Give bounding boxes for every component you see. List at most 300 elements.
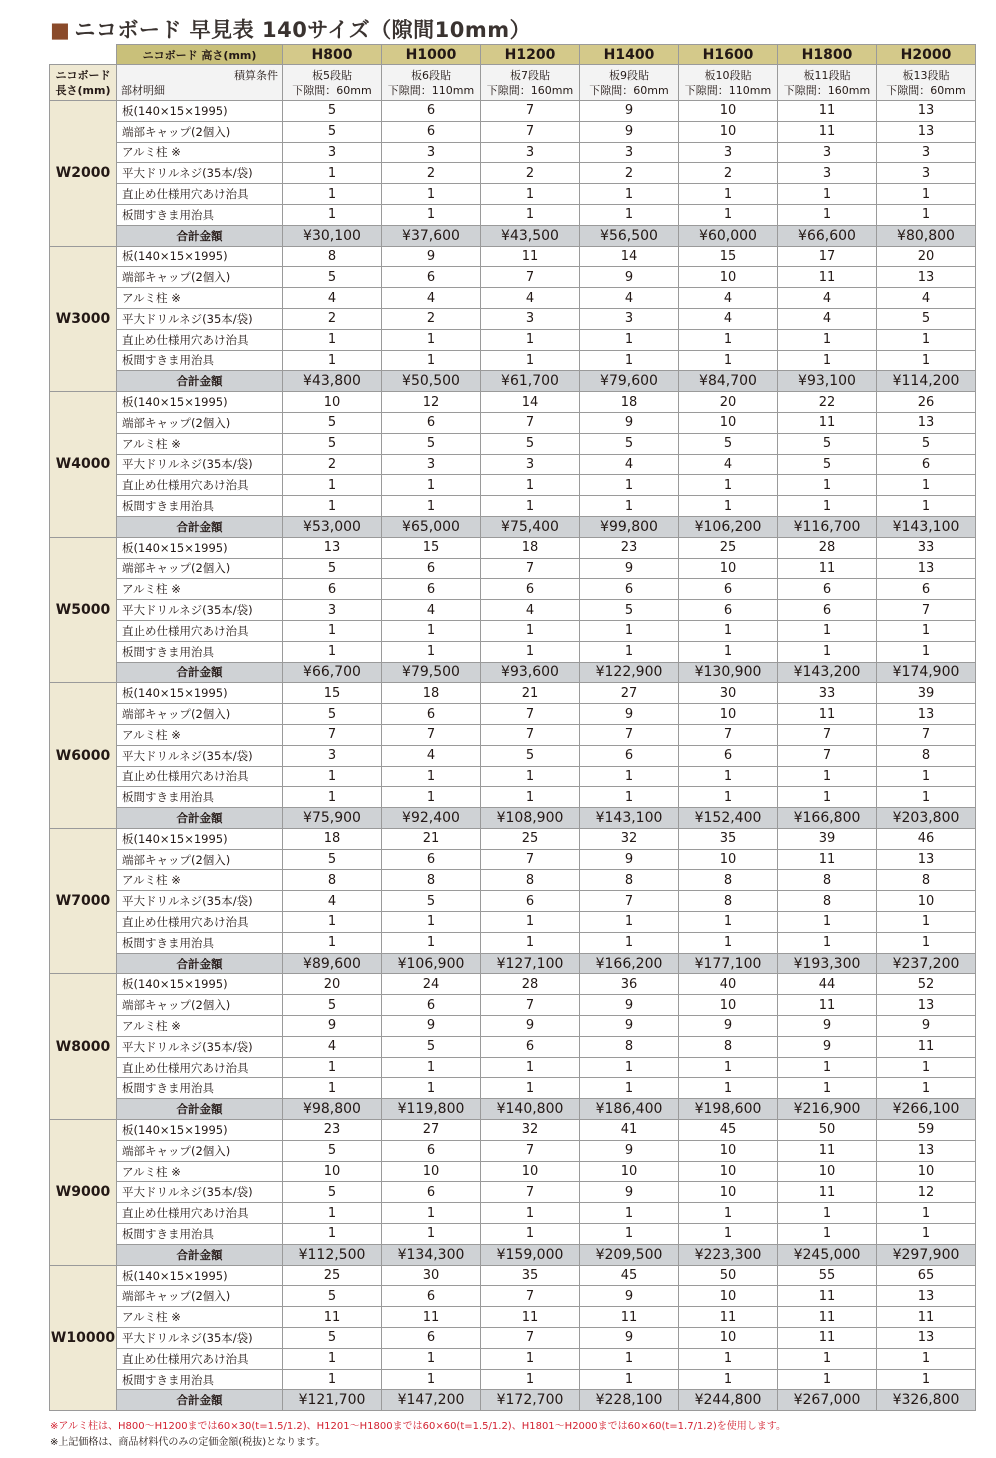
column-conditions [877, 65, 976, 101]
quantity-cell: 6 [877, 579, 976, 600]
quantity-cell: 10 [679, 1182, 778, 1203]
quantity-cell: 9 [382, 246, 481, 267]
panel-count-condition: 板9段貼 [609, 68, 649, 82]
panel-count-condition: 板6段貼 [411, 68, 451, 82]
quantity-cell: 24 [382, 974, 481, 995]
quantity-cell: 6 [679, 579, 778, 600]
item-label: 端部キャップ(2個入) [117, 1140, 283, 1161]
quantity-cell: 9 [778, 1036, 877, 1057]
item-label: 平大ドリルネジ(35本/袋) [117, 1328, 283, 1349]
column-conditions [580, 65, 679, 101]
total-price-cell: ¥127,100 [481, 953, 580, 974]
quantity-cell: 1 [580, 1224, 679, 1245]
quantity-cell: 1 [877, 1078, 976, 1099]
quantity-cell: 1 [481, 184, 580, 205]
quantity-cell: 50 [679, 1265, 778, 1286]
quantity-cell: 6 [382, 101, 481, 122]
item-label: アルミ柱 ※ [117, 142, 283, 163]
quantity-cell: 5 [382, 1036, 481, 1057]
quantity-cell: 6 [778, 579, 877, 600]
quantity-cell: 5 [283, 1140, 382, 1161]
title-marker: ■ [50, 18, 71, 42]
total-price-cell: ¥79,600 [580, 371, 679, 392]
total-price-cell: ¥106,200 [679, 516, 778, 537]
table-row [50, 163, 976, 184]
total-price-cell: ¥143,200 [778, 662, 877, 683]
total-price-cell: ¥143,100 [580, 808, 679, 829]
quantity-cell: 4 [481, 288, 580, 309]
bottom-gap-condition: 下隙間：60mm [292, 83, 372, 97]
quantity-cell: 1 [481, 329, 580, 350]
item-label: 板間すきま用治具 [117, 641, 283, 662]
quantity-cell: 3 [481, 454, 580, 475]
height-column-header: H1600 [679, 45, 778, 65]
item-label: 平大ドリルネジ(35本/袋) [117, 891, 283, 912]
item-label: 端部キャップ(2個入) [117, 1286, 283, 1307]
total-label: 合計金額 [117, 953, 283, 974]
quantity-cell: 1 [679, 1057, 778, 1078]
table-row [50, 454, 976, 475]
quantity-cell: 5 [283, 101, 382, 122]
quantity-cell: 1 [877, 1057, 976, 1078]
total-price-cell: ¥130,900 [679, 662, 778, 683]
bottom-gap-condition: 下隙間：60mm [589, 83, 669, 97]
quantity-cell: 1 [679, 1203, 778, 1224]
board-length-cell: W4000 [50, 392, 117, 538]
quantity-cell: 1 [580, 204, 679, 225]
quantity-cell: 1 [283, 932, 382, 953]
column-conditions [679, 65, 778, 101]
quantity-cell: 1 [382, 350, 481, 371]
quantity-cell: 1 [679, 204, 778, 225]
quantity-cell: 1 [877, 1369, 976, 1390]
quantity-cell: 13 [283, 537, 382, 558]
quantity-cell: 7 [481, 1286, 580, 1307]
total-price-cell: ¥75,900 [283, 808, 382, 829]
quantity-cell: 9 [580, 704, 679, 725]
quantity-cell: 1 [778, 475, 877, 496]
total-price-cell: ¥147,200 [382, 1390, 481, 1411]
quantity-cell: 9 [580, 849, 679, 870]
quantity-cell: 2 [679, 163, 778, 184]
total-price-cell: ¥61,700 [481, 371, 580, 392]
table-row [50, 1016, 976, 1037]
quantity-cell: 25 [679, 537, 778, 558]
quantity-cell: 23 [283, 1120, 382, 1141]
board-length-cell: W9000 [50, 1120, 117, 1266]
total-row [50, 225, 976, 246]
total-price-cell: ¥80,800 [877, 225, 976, 246]
quantity-cell: 1 [778, 496, 877, 517]
item-label: 端部キャップ(2個入) [117, 267, 283, 288]
quantity-cell: 7 [481, 101, 580, 122]
total-label: 合計金額 [117, 225, 283, 246]
quantity-cell: 1 [679, 787, 778, 808]
total-row [50, 1099, 976, 1120]
quantity-cell: 4 [283, 288, 382, 309]
total-label: 合計金額 [117, 1390, 283, 1411]
quantity-cell: 2 [382, 308, 481, 329]
item-label: 板(140×15×1995) [117, 1265, 283, 1286]
quantity-cell: 13 [877, 267, 976, 288]
quantity-cell: 15 [679, 246, 778, 267]
quantity-cell: 10 [679, 1161, 778, 1182]
quantity-cell: 1 [679, 184, 778, 205]
item-label: 板間すきま用治具 [117, 350, 283, 371]
total-price-cell: ¥89,600 [283, 953, 382, 974]
quantity-cell: 1 [778, 620, 877, 641]
quantity-cell: 1 [481, 204, 580, 225]
total-label: 合計金額 [117, 516, 283, 537]
quantity-cell: 10 [679, 412, 778, 433]
total-price-cell: ¥93,600 [481, 662, 580, 683]
item-label: 直止め仕様用穴あけ治具 [117, 329, 283, 350]
quantity-cell: 33 [877, 537, 976, 558]
quantity-cell: 1 [679, 350, 778, 371]
quantity-cell: 7 [877, 724, 976, 745]
quantity-cell: 1 [283, 1078, 382, 1099]
quantity-cell: 9 [580, 1286, 679, 1307]
quantity-cell: 4 [679, 454, 778, 475]
quantity-cell: 9 [580, 121, 679, 142]
quantity-cell: 10 [679, 1286, 778, 1307]
item-label: 端部キャップ(2個入) [117, 849, 283, 870]
quantity-cell: 1 [580, 932, 679, 953]
quantity-cell: 8 [481, 870, 580, 891]
total-price-cell: ¥228,100 [580, 1390, 679, 1411]
table-row [50, 745, 976, 766]
quantity-cell: 1 [778, 1057, 877, 1078]
quantity-cell: 39 [877, 683, 976, 704]
table-row [50, 1369, 976, 1390]
quantity-cell: 1 [679, 1224, 778, 1245]
quantity-cell: 17 [778, 246, 877, 267]
quantity-cell: 6 [382, 995, 481, 1016]
quantity-cell: 1 [580, 1057, 679, 1078]
quantity-cell: 1 [679, 1348, 778, 1369]
quantity-cell: 8 [877, 870, 976, 891]
total-price-cell: ¥143,100 [877, 516, 976, 537]
quantity-cell: 13 [877, 1286, 976, 1307]
quantity-cell: 13 [877, 849, 976, 870]
quantity-cell: 1 [778, 766, 877, 787]
quantity-cell: 5 [877, 433, 976, 454]
item-label: 板間すきま用治具 [117, 787, 283, 808]
quantity-cell: 1 [778, 1078, 877, 1099]
quantity-cell: 5 [283, 433, 382, 454]
total-row [50, 953, 976, 974]
quantity-cell: 1 [778, 329, 877, 350]
quantity-cell: 6 [382, 704, 481, 725]
quantity-cell: 1 [283, 496, 382, 517]
quantity-cell: 1 [778, 1224, 877, 1245]
quantity-cell: 7 [877, 600, 976, 621]
table-row [50, 620, 976, 641]
table-row [50, 412, 976, 433]
quantity-cell: 7 [481, 121, 580, 142]
total-price-cell: ¥266,100 [877, 1099, 976, 1120]
quantity-cell: 7 [481, 724, 580, 745]
page-title [50, 14, 531, 44]
quantity-cell: 11 [778, 412, 877, 433]
quantity-cell: 11 [778, 121, 877, 142]
quantity-cell: 1 [679, 932, 778, 953]
quantity-cell: 11 [481, 1307, 580, 1328]
quantity-cell: 9 [679, 1016, 778, 1037]
quantity-cell: 5 [877, 308, 976, 329]
quantity-cell: 7 [481, 558, 580, 579]
table-row [50, 932, 976, 953]
quantity-cell: 8 [679, 870, 778, 891]
quantity-cell: 4 [679, 308, 778, 329]
board-length-cell: W10000 [50, 1265, 117, 1411]
total-price-cell: ¥166,800 [778, 808, 877, 829]
length-label-line1: ニコボード [55, 68, 111, 82]
quantity-cell: 12 [382, 392, 481, 413]
quantity-cell: 5 [283, 1286, 382, 1307]
table-row [50, 766, 976, 787]
total-price-cell: ¥140,800 [481, 1099, 580, 1120]
total-price-cell: ¥112,500 [283, 1244, 382, 1265]
items-label: 部材明細 [121, 83, 165, 97]
quantity-cell: 8 [580, 870, 679, 891]
quantity-cell: 8 [283, 246, 382, 267]
total-price-cell: ¥198,600 [679, 1099, 778, 1120]
quantity-cell: 10 [679, 1328, 778, 1349]
item-label: 板間すきま用治具 [117, 1369, 283, 1390]
panel-count-condition: 板13段貼 [902, 68, 950, 82]
quantity-cell: 1 [580, 766, 679, 787]
quantity-cell: 4 [382, 600, 481, 621]
quantity-cell: 10 [679, 1140, 778, 1161]
quantity-cell: 41 [580, 1120, 679, 1141]
quantity-cell: 18 [382, 683, 481, 704]
quantity-cell: 1 [283, 787, 382, 808]
item-label: 板(140×15×1995) [117, 683, 283, 704]
quantity-cell: 1 [481, 766, 580, 787]
quantity-cell: 10 [679, 121, 778, 142]
table-row [50, 1057, 976, 1078]
quantity-cell: 3 [778, 163, 877, 184]
total-price-cell: ¥43,500 [481, 225, 580, 246]
quantity-cell: 9 [580, 1182, 679, 1203]
quantity-cell: 9 [580, 101, 679, 122]
quantity-cell: 7 [580, 891, 679, 912]
bottom-gap-condition: 下隙間：110mm [684, 83, 772, 97]
quantity-cell: 1 [778, 912, 877, 933]
quantity-cell: 1 [382, 329, 481, 350]
quantity-cell: 1 [877, 496, 976, 517]
quantity-cell: 27 [580, 683, 679, 704]
quantity-cell: 9 [580, 995, 679, 1016]
item-label: 平大ドリルネジ(35本/袋) [117, 1036, 283, 1057]
item-label: 平大ドリルネジ(35本/袋) [117, 454, 283, 475]
quantity-cell: 11 [481, 246, 580, 267]
quantity-cell: 7 [580, 724, 679, 745]
quantity-cell: 8 [382, 870, 481, 891]
quantity-cell: 11 [679, 1307, 778, 1328]
quantity-cell: 11 [778, 1286, 877, 1307]
quantity-cell: 10 [679, 704, 778, 725]
board-length-cell: W6000 [50, 683, 117, 829]
quantity-cell: 9 [580, 267, 679, 288]
quantity-cell: 1 [382, 766, 481, 787]
quantity-cell: 20 [679, 392, 778, 413]
quantity-cell: 1 [382, 1369, 481, 1390]
quantity-cell: 10 [679, 995, 778, 1016]
quantity-cell: 7 [382, 724, 481, 745]
column-conditions [481, 65, 580, 101]
quantity-cell: 6 [382, 1328, 481, 1349]
quantity-cell: 10 [877, 891, 976, 912]
quantity-cell: 1 [481, 1369, 580, 1390]
quantity-cell: 5 [283, 267, 382, 288]
total-label: 合計金額 [117, 371, 283, 392]
item-label: 直止め仕様用穴あけ治具 [117, 475, 283, 496]
total-row [50, 808, 976, 829]
quantity-cell: 7 [481, 1328, 580, 1349]
quantity-cell: 6 [283, 579, 382, 600]
quantity-cell: 6 [382, 121, 481, 142]
quantity-cell: 4 [778, 308, 877, 329]
quantity-cell: 12 [877, 1182, 976, 1203]
quantity-cell: 1 [877, 787, 976, 808]
quantity-cell: 1 [580, 641, 679, 662]
quantity-cell: 6 [679, 600, 778, 621]
quantity-cell: 45 [580, 1265, 679, 1286]
quantity-cell: 11 [778, 558, 877, 579]
total-price-cell: ¥174,900 [877, 662, 976, 683]
total-price-cell: ¥84,700 [679, 371, 778, 392]
quantity-cell: 1 [283, 641, 382, 662]
quantity-cell: 4 [877, 288, 976, 309]
item-label: 板(140×15×1995) [117, 974, 283, 995]
bottom-gap-condition: 下隙間：110mm [387, 83, 475, 97]
quantity-cell: 6 [382, 267, 481, 288]
quantity-cell: 1 [778, 204, 877, 225]
table-row [50, 101, 976, 122]
quantity-cell: 36 [580, 974, 679, 995]
item-label: 板(140×15×1995) [117, 1120, 283, 1141]
quantity-cell: 13 [877, 121, 976, 142]
total-price-cell: ¥203,800 [877, 808, 976, 829]
table-row [50, 475, 976, 496]
total-price-cell: ¥134,300 [382, 1244, 481, 1265]
panel-count-condition: 板11段貼 [803, 68, 851, 82]
quantity-cell: 6 [382, 1140, 481, 1161]
item-label: 直止め仕様用穴あけ治具 [117, 1348, 283, 1369]
quantity-cell: 5 [580, 433, 679, 454]
item-label: アルミ柱 ※ [117, 1161, 283, 1182]
quantity-cell: 11 [778, 1307, 877, 1328]
table-row [50, 1286, 976, 1307]
quantity-cell: 1 [877, 350, 976, 371]
total-price-cell: ¥106,900 [382, 953, 481, 974]
total-price-cell: ¥244,800 [679, 1390, 778, 1411]
quantity-cell: 3 [382, 454, 481, 475]
table-row [50, 787, 976, 808]
total-price-cell: ¥92,400 [382, 808, 481, 829]
quantity-cell: 28 [481, 974, 580, 995]
quantity-cell: 5 [778, 454, 877, 475]
item-label: アルミ柱 ※ [117, 288, 283, 309]
column-conditions [283, 65, 382, 101]
table-row [50, 496, 976, 517]
quantity-cell: 1 [382, 1078, 481, 1099]
quantity-cell: 4 [580, 288, 679, 309]
quantity-cell: 11 [580, 1307, 679, 1328]
quantity-cell: 1 [877, 204, 976, 225]
column-conditions [778, 65, 877, 101]
height-column-header: H1000 [382, 45, 481, 65]
item-label: 平大ドリルネジ(35本/袋) [117, 745, 283, 766]
item-label: 平大ドリルネジ(35本/袋) [117, 308, 283, 329]
quantity-cell: 46 [877, 828, 976, 849]
total-price-cell: ¥237,200 [877, 953, 976, 974]
quantity-cell: 11 [778, 1140, 877, 1161]
quantity-cell: 7 [481, 995, 580, 1016]
table-row [50, 1203, 976, 1224]
quantity-cell: 6 [481, 891, 580, 912]
quantity-cell: 1 [283, 766, 382, 787]
quantity-cell: 1 [382, 932, 481, 953]
total-price-cell: ¥186,400 [580, 1099, 679, 1120]
item-label: 平大ドリルネジ(35本/袋) [117, 600, 283, 621]
quantity-cell: 1 [877, 1224, 976, 1245]
quantity-cell: 1 [382, 204, 481, 225]
table-row [50, 1120, 976, 1141]
quantity-cell: 6 [382, 558, 481, 579]
quantity-cell: 1 [481, 1224, 580, 1245]
quantity-cell: 1 [679, 766, 778, 787]
quantity-cell: 20 [283, 974, 382, 995]
quantity-cell: 1 [481, 912, 580, 933]
table-row [50, 1224, 976, 1245]
quantity-cell: 1 [481, 496, 580, 517]
bottom-gap-condition: 下隙間：160mm [783, 83, 871, 97]
quantity-cell: 9 [580, 412, 679, 433]
quantity-cell: 5 [382, 433, 481, 454]
total-price-cell: ¥122,900 [580, 662, 679, 683]
quantity-cell: 1 [679, 1369, 778, 1390]
total-price-cell: ¥30,100 [283, 225, 382, 246]
table-header [50, 45, 976, 101]
quantity-cell: 6 [382, 849, 481, 870]
quantity-cell: 2 [283, 308, 382, 329]
quantity-cell: 3 [877, 163, 976, 184]
quantity-cell: 1 [877, 184, 976, 205]
total-price-cell: ¥65,000 [382, 516, 481, 537]
panel-count-condition: 板7段貼 [510, 68, 550, 82]
quantity-cell: 1 [877, 475, 976, 496]
table-row [50, 392, 976, 413]
table-row [50, 579, 976, 600]
conditions-label: 積算条件 [234, 68, 278, 82]
title-text: ニコボード 早見表 140サイズ（隙間10mm） [74, 18, 532, 42]
quantity-cell: 5 [283, 121, 382, 142]
quantity-cell: 30 [679, 683, 778, 704]
bottom-gap-condition: 下隙間：60mm [886, 83, 966, 97]
quantity-cell: 14 [580, 246, 679, 267]
item-label: 直止め仕様用穴あけ治具 [117, 184, 283, 205]
quantity-cell: 10 [283, 392, 382, 413]
quantity-cell: 13 [877, 412, 976, 433]
height-column-header: H1400 [580, 45, 679, 65]
quantity-cell: 11 [778, 101, 877, 122]
quantity-cell: 1 [481, 1057, 580, 1078]
quantity-cell: 3 [877, 142, 976, 163]
total-price-cell: ¥79,500 [382, 662, 481, 683]
